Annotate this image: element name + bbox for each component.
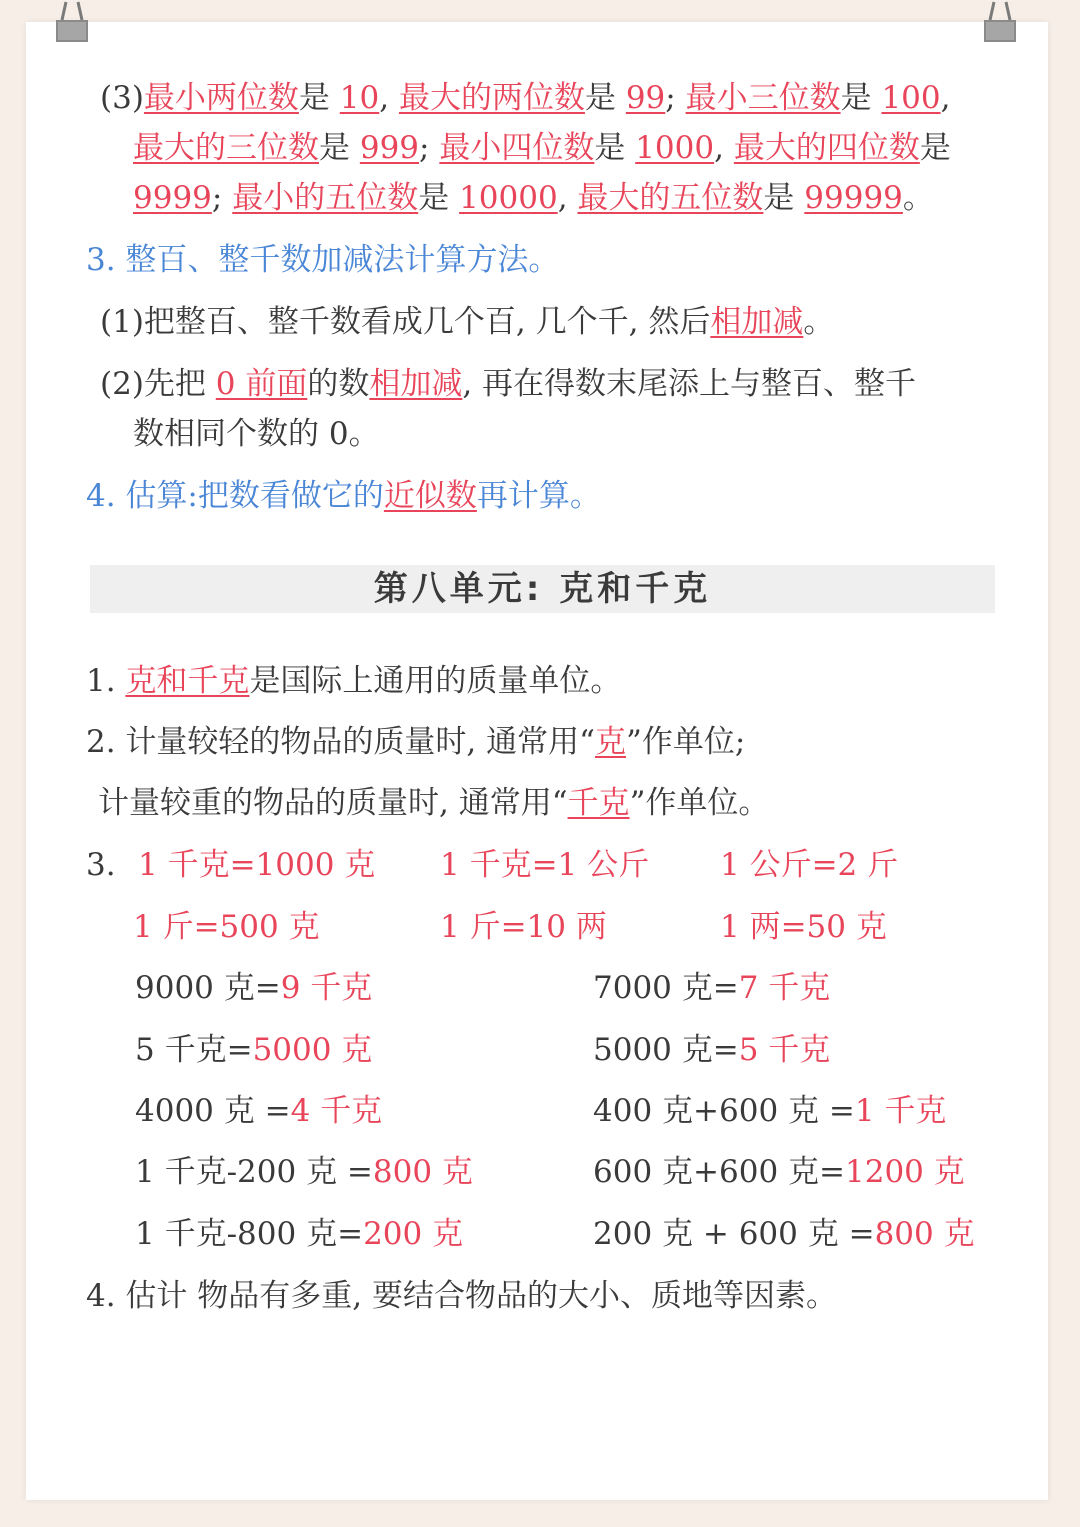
weight-fact-2a: 2. 计量较轻的物品的质量时, 通常用“克”作单位;: [86, 724, 746, 760]
digits-rule-line-3: 9999; 最小的五位数是 10000, 最大的五位数是 99999。: [133, 180, 934, 216]
method-step-1: (1)把整百、整千数看成几个百, 几个千, 然后相加减。: [100, 304, 835, 340]
unit-relation: 1 斤=10 两: [440, 909, 607, 945]
estimation-heading: 4. 估算:把数看做它的近似数再计算。: [86, 478, 601, 514]
unit-relations-label: 3.: [86, 847, 116, 883]
conversion-item: 200 克 + 600 克 =800 克: [593, 1216, 975, 1252]
conversion-item: 1 千克-800 克=200 克: [135, 1216, 464, 1252]
conversion-item: 5 千克=5000 克: [135, 1032, 373, 1068]
binder-clip-icon: [52, 0, 92, 44]
weight-fact-2b: 计量较重的物品的质量时, 通常用“千克”作单位。: [98, 785, 770, 821]
conversion-item: 5000 克=5 千克: [593, 1032, 831, 1068]
unit-relation: 1 斤=500 克: [133, 909, 320, 945]
estimation-tip: 4. 估计 物品有多重, 要结合物品的大小、质地等因素。: [86, 1278, 837, 1314]
weight-fact-1: 1. 克和千克是国际上通用的质量单位。: [86, 663, 622, 699]
method-step-2: (2)先把 0 前面的数相加减, 再在得数末尾添上与整百、整千: [100, 366, 917, 402]
conversion-item: 4000 克 =4 千克: [135, 1093, 383, 1129]
conversion-item: 1 千克-200 克 =800 克: [135, 1154, 473, 1190]
unit-relation: 1 两=50 克: [720, 909, 887, 945]
digits-rule-line-1: (3)最小两位数是 10, 最大的两位数是 99; 最小三位数是 100,: [100, 80, 951, 116]
conversion-item: 7000 克=7 千克: [593, 970, 831, 1006]
unit-relation: 1 千克=1000 克: [138, 847, 376, 883]
conversion-item: 400 克+600 克 =1 千克: [593, 1093, 947, 1129]
unit-relation: 1 公斤=2 斤: [720, 847, 899, 883]
method-step-2-continued: 数相同个数的 0。: [133, 416, 380, 452]
conversion-item: 9000 克=9 千克: [135, 970, 373, 1006]
binder-clip-icon: [980, 0, 1020, 44]
unit-relation: 1 千克=1 公斤: [440, 847, 650, 883]
digits-rule-line-2: 最大的三位数是 999; 最小四位数是 1000, 最大的四位数是: [133, 130, 951, 166]
section-heading-add-subtract: 3. 整百、整千数加减法计算方法。: [86, 242, 560, 278]
unit-banner: 第八单元: 克和千克: [90, 565, 995, 613]
conversion-item: 600 克+600 克=1200 克: [593, 1154, 965, 1190]
